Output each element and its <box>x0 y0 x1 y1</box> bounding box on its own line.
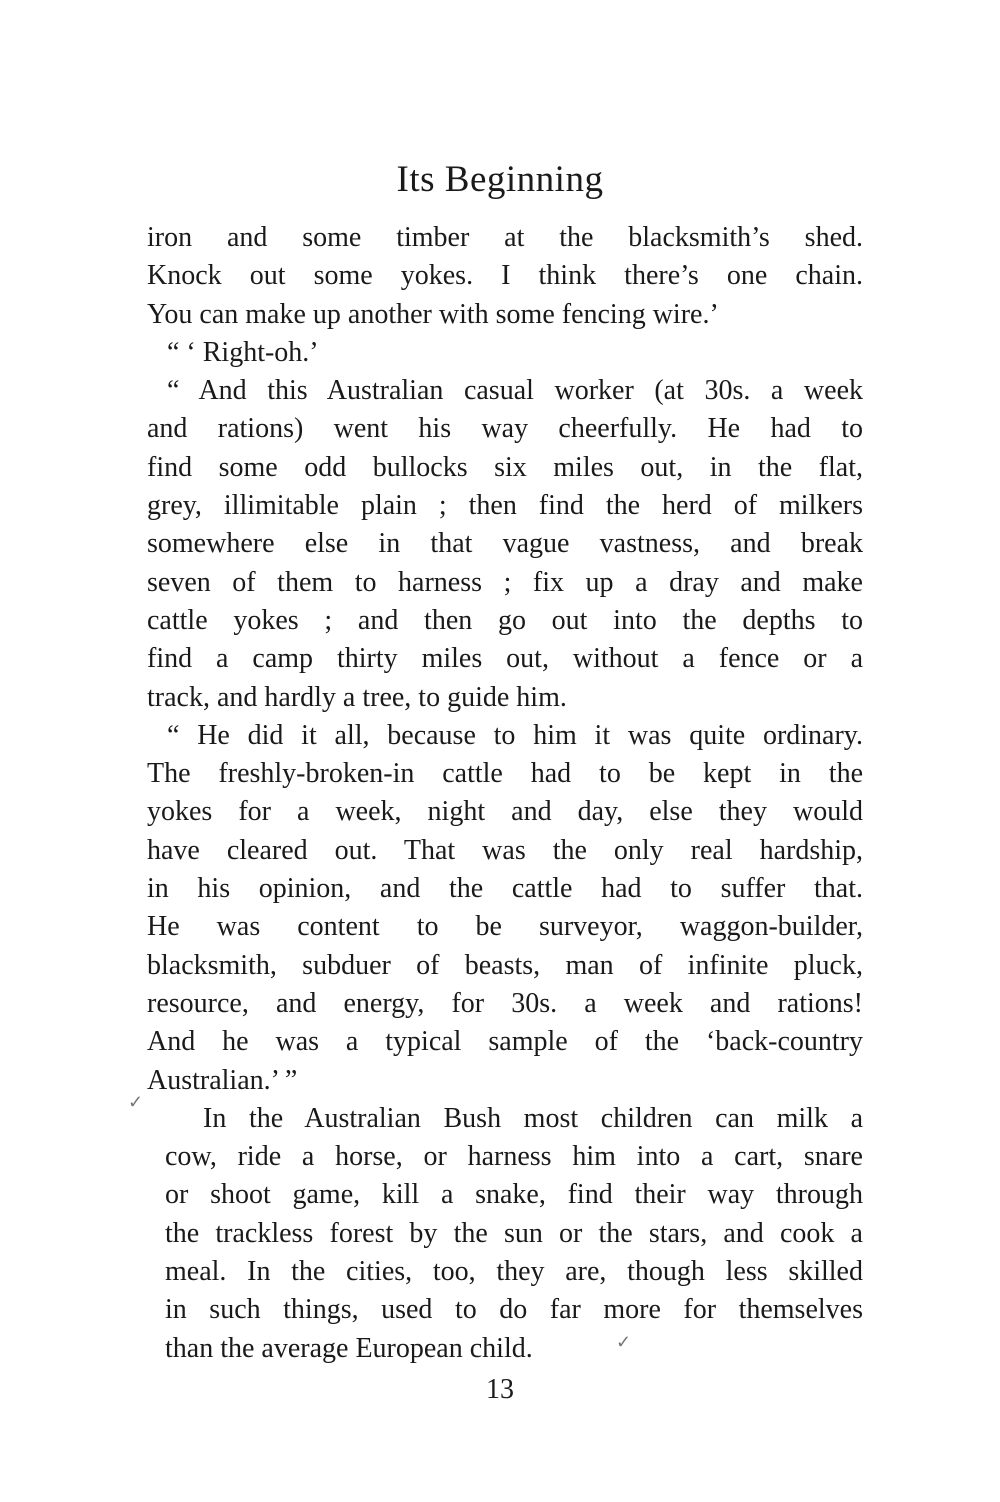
text-line: “ He did it all, because to him it was quite ordinary. <box>167 719 863 751</box>
text-line: the trackless forest by the sun or the stars, and cook a <box>165 1217 863 1249</box>
text-line: and rations) went his way cheerfully. He had to <box>147 413 863 445</box>
text-line: have cleared out. That was the only real hardship, <box>147 834 863 866</box>
text-line: resource, and energy, for 30s. a week and rations! <box>147 987 863 1019</box>
pencil-mark-icon: ✓ <box>128 1092 144 1112</box>
text-line: find a camp thirty miles out, without a fence or a <box>147 643 863 675</box>
text-line: yokes for a week, night and day, else they would <box>147 796 863 828</box>
text-line: somewhere else in that vague vastness, and break <box>147 528 863 560</box>
text-line: “ ‘ Right-oh.’ <box>167 336 319 368</box>
text-line: In the Australian Bush most children can milk a <box>203 1102 863 1134</box>
page-body <box>147 219 863 1368</box>
text-line: meal. In the cities, too, they are, though less skilled <box>165 1256 863 1288</box>
text-line: blacksmith, subduer of beasts, man of infinite pluck, <box>147 949 863 981</box>
text-line: cow, ride a horse, or harness him into a cart, snare <box>165 1141 863 1173</box>
text-line: find some odd bullocks six miles out, in the flat, <box>147 451 863 483</box>
text-line: And he was a typical sample of the ‘back-country <box>147 1026 863 1058</box>
text-line: The freshly-broken-in cattle had to be kept in the <box>147 758 863 790</box>
running-head: Its Beginning <box>396 159 604 200</box>
text-line: track, and hardly a tree, to guide him. <box>147 681 567 713</box>
text-line: in his opinion, and the cattle had to suffer that. <box>147 873 863 905</box>
text-line: Knock out some yokes. I think there’s one chain. <box>147 260 863 292</box>
pencil-mark-icon: ✓ <box>616 1332 632 1352</box>
text-line: seven of them to harness ; fix up a dray and make <box>147 566 863 598</box>
text-line: “ And this Australian casual worker (at 30s. a week <box>167 375 863 407</box>
text-line: than the average European child. <box>165 1332 533 1364</box>
text-line: You can make up another with some fencing wire.’ <box>147 298 719 330</box>
text-line: He was content to be surveyor, waggon-builder, <box>147 911 863 943</box>
text-line: or shoot game, kill a snake, find their way through <box>165 1179 863 1211</box>
text-line: in such things, used to do far more for themselves <box>165 1294 863 1326</box>
text-line: Australian.’ ” <box>147 1064 298 1096</box>
text-line: iron and some timber at the blacksmith’s shed. <box>147 222 863 253</box>
text-line: cattle yokes ; and then go out into the depths to <box>147 604 863 636</box>
page-number: 13 <box>486 1374 514 1405</box>
text-line: grey, illimitable plain ; then find the herd of milkers <box>147 490 863 522</box>
